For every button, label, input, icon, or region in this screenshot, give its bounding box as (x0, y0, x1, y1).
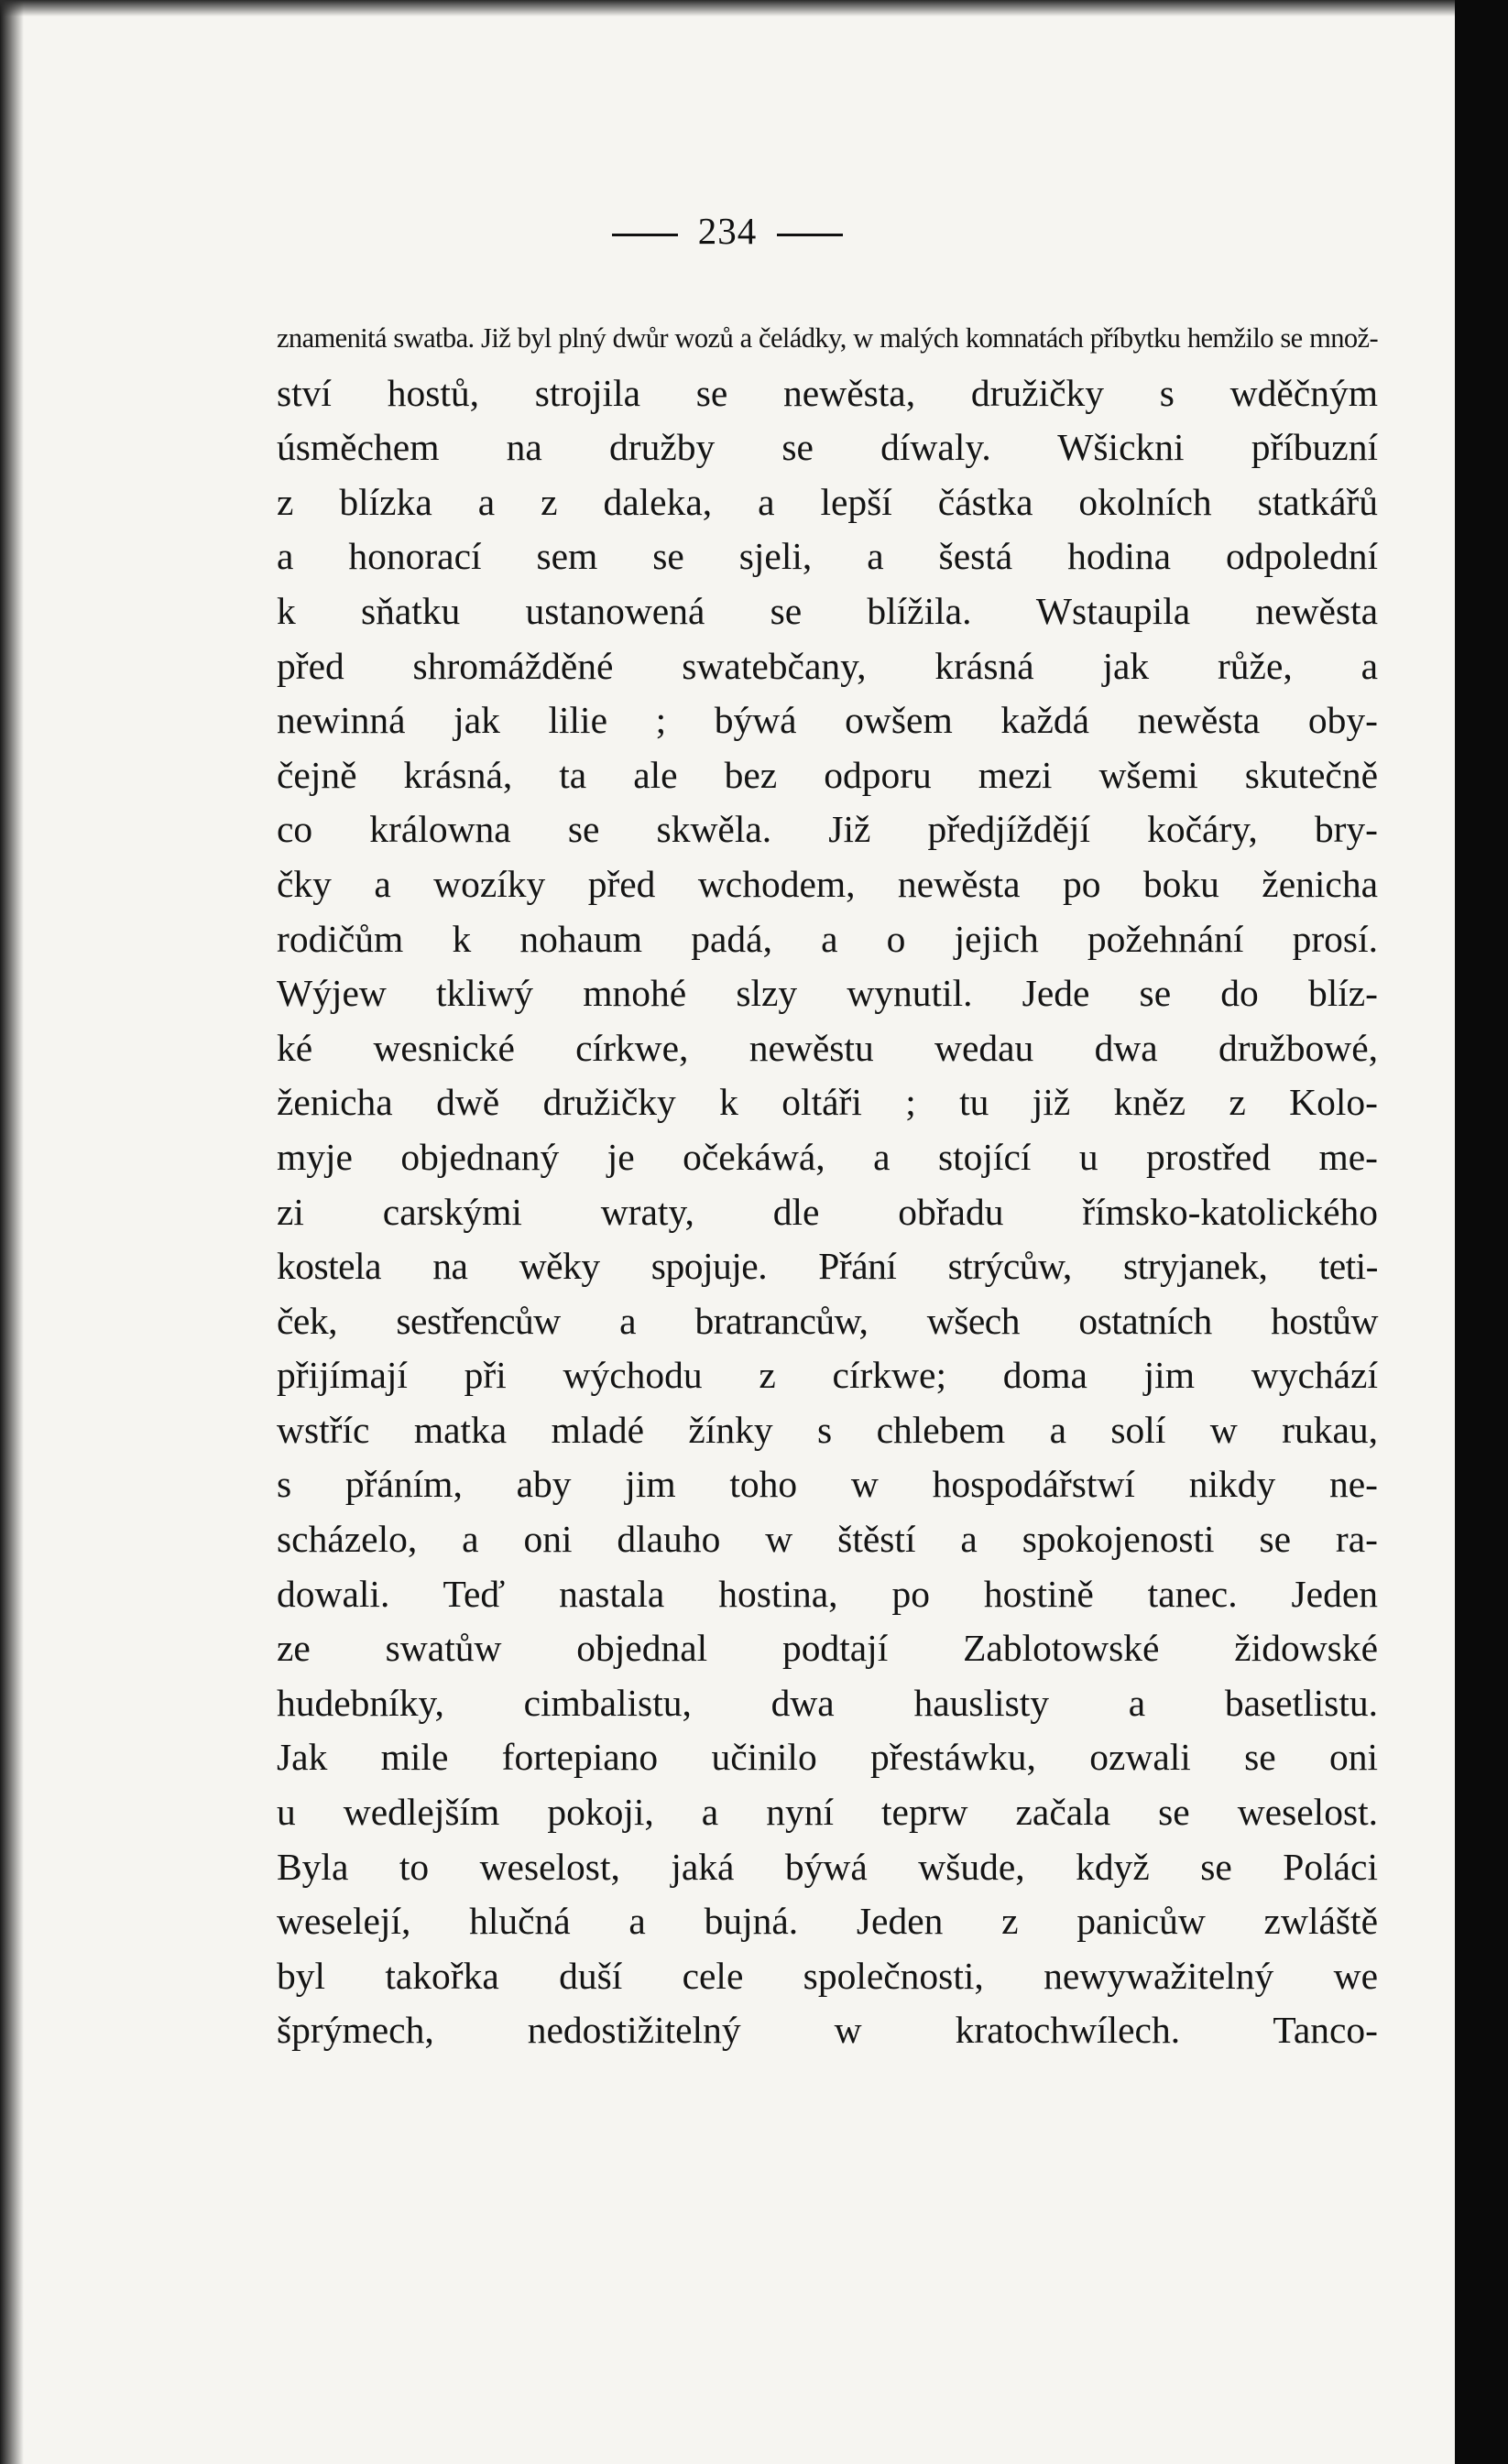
text-line: hudebníky, cimbalistu, dwa hauslisty a basetlistu. (277, 1681, 1378, 1724)
text-line: úsměchem na družby se díwaly. Wšickni příbuzní (277, 426, 1378, 469)
page-number-right-dash (777, 234, 843, 236)
text-line: znamenitá swatba. Již byl plný dwůr wozů a čeládky, w malých komnatách příbytku hemžilo se množ- (277, 322, 1378, 354)
text-line: s přáním, aby jim toho w hospodářstwí nikdy ne- (277, 1463, 1378, 1506)
text-line: Byla to weselost, jaká býwá wšude, když se Poláci (277, 1845, 1378, 1888)
text-line: ze swatůw objednal podtají Zablotowské židowské (277, 1627, 1378, 1670)
text-line: čky a wozíky před wchodem, newěsta po boku ženicha (277, 862, 1378, 905)
text-line: myje objednaný je očekáwá, a stojící u prostřed me- (277, 1135, 1378, 1178)
body-text (277, 311, 1378, 2058)
text-line: ček, sestřencůw a bratrancůw, wšech ostatních hostůw (277, 1299, 1378, 1342)
text-line: kostela na wěky spojuje. Přání strýcůw, stryjanek, teti- (277, 1245, 1378, 1288)
page-number-left-dash (612, 234, 678, 236)
text-line: weselejí, hlučná a bujná. Jeden z panicůw zwláště (277, 1900, 1378, 1943)
text-line: a honorací sem se sjeli, a šestá hodina odpolední (277, 535, 1378, 578)
text-line: zi carskými wraty, dle obřadu římsko-katolického (277, 1190, 1378, 1233)
page-number-value: 234 (697, 210, 758, 252)
text-line: před shromážděné swatebčany, krásná jak růže, a (277, 644, 1378, 687)
page-number (0, 209, 1455, 253)
dark-background-edge (1455, 0, 1508, 2464)
spine-shadow (0, 0, 24, 2464)
text-line: k sňatku ustanowená se blížila. Wstaupila newěsta (277, 589, 1378, 632)
text-line: ženicha dwě družičky k oltáři ; tu již kněz z Kolo- (277, 1081, 1378, 1124)
text-line: přijímají při wýchodu z církwe; doma jim wychází (277, 1354, 1378, 1397)
text-line: ství hostů, strojila se newěsta, družičky s wděčným (277, 371, 1378, 414)
text-line: byl takořka duší cele společnosti, newywažitelný we (277, 1954, 1378, 1997)
text-line: u wedlejším pokoji, a nyní teprw začala se weselost. (277, 1791, 1378, 1834)
text-line: newinná jak lilie ; býwá owšem každá newěsta oby- (277, 699, 1378, 742)
text-line: šprýmech, nedostižitelný w kratochwílech. Tanco- (277, 2009, 1378, 2052)
text-line: co králowna se skwěla. Již předjíždějí kočáry, bry- (277, 808, 1378, 851)
text-line: scházelo, a oni dlauho w štěstí a spokojenosti se ra- (277, 1518, 1378, 1561)
text-line: wstříc matka mladé žínky s chlebem a solí w rukau, (277, 1408, 1378, 1451)
text-line: z blízka a z daleka, a lepší částka okolních statkářů (277, 480, 1378, 523)
text-line: rodičům k nohaum padá, a o jejich požehnání prosí. (277, 917, 1378, 960)
text-line: dowali. Teď nastala hostina, po hostině tanec. Jeden (277, 1572, 1378, 1615)
text-line: Wýjew tkliwý mnohé slzy wynutil. Jede se do blíz- (277, 972, 1378, 1015)
text-line: čejně krásná, ta ale bez odporu mezi wšemi skutečně (277, 753, 1378, 796)
text-line: Jak mile fortepiano učinilo přestáwku, ozwali se oni (277, 1736, 1378, 1779)
top-edge-shadow (0, 0, 1455, 16)
text-line: ké wesnické církwe, newěstu wedau dwa družbowé, (277, 1026, 1378, 1069)
